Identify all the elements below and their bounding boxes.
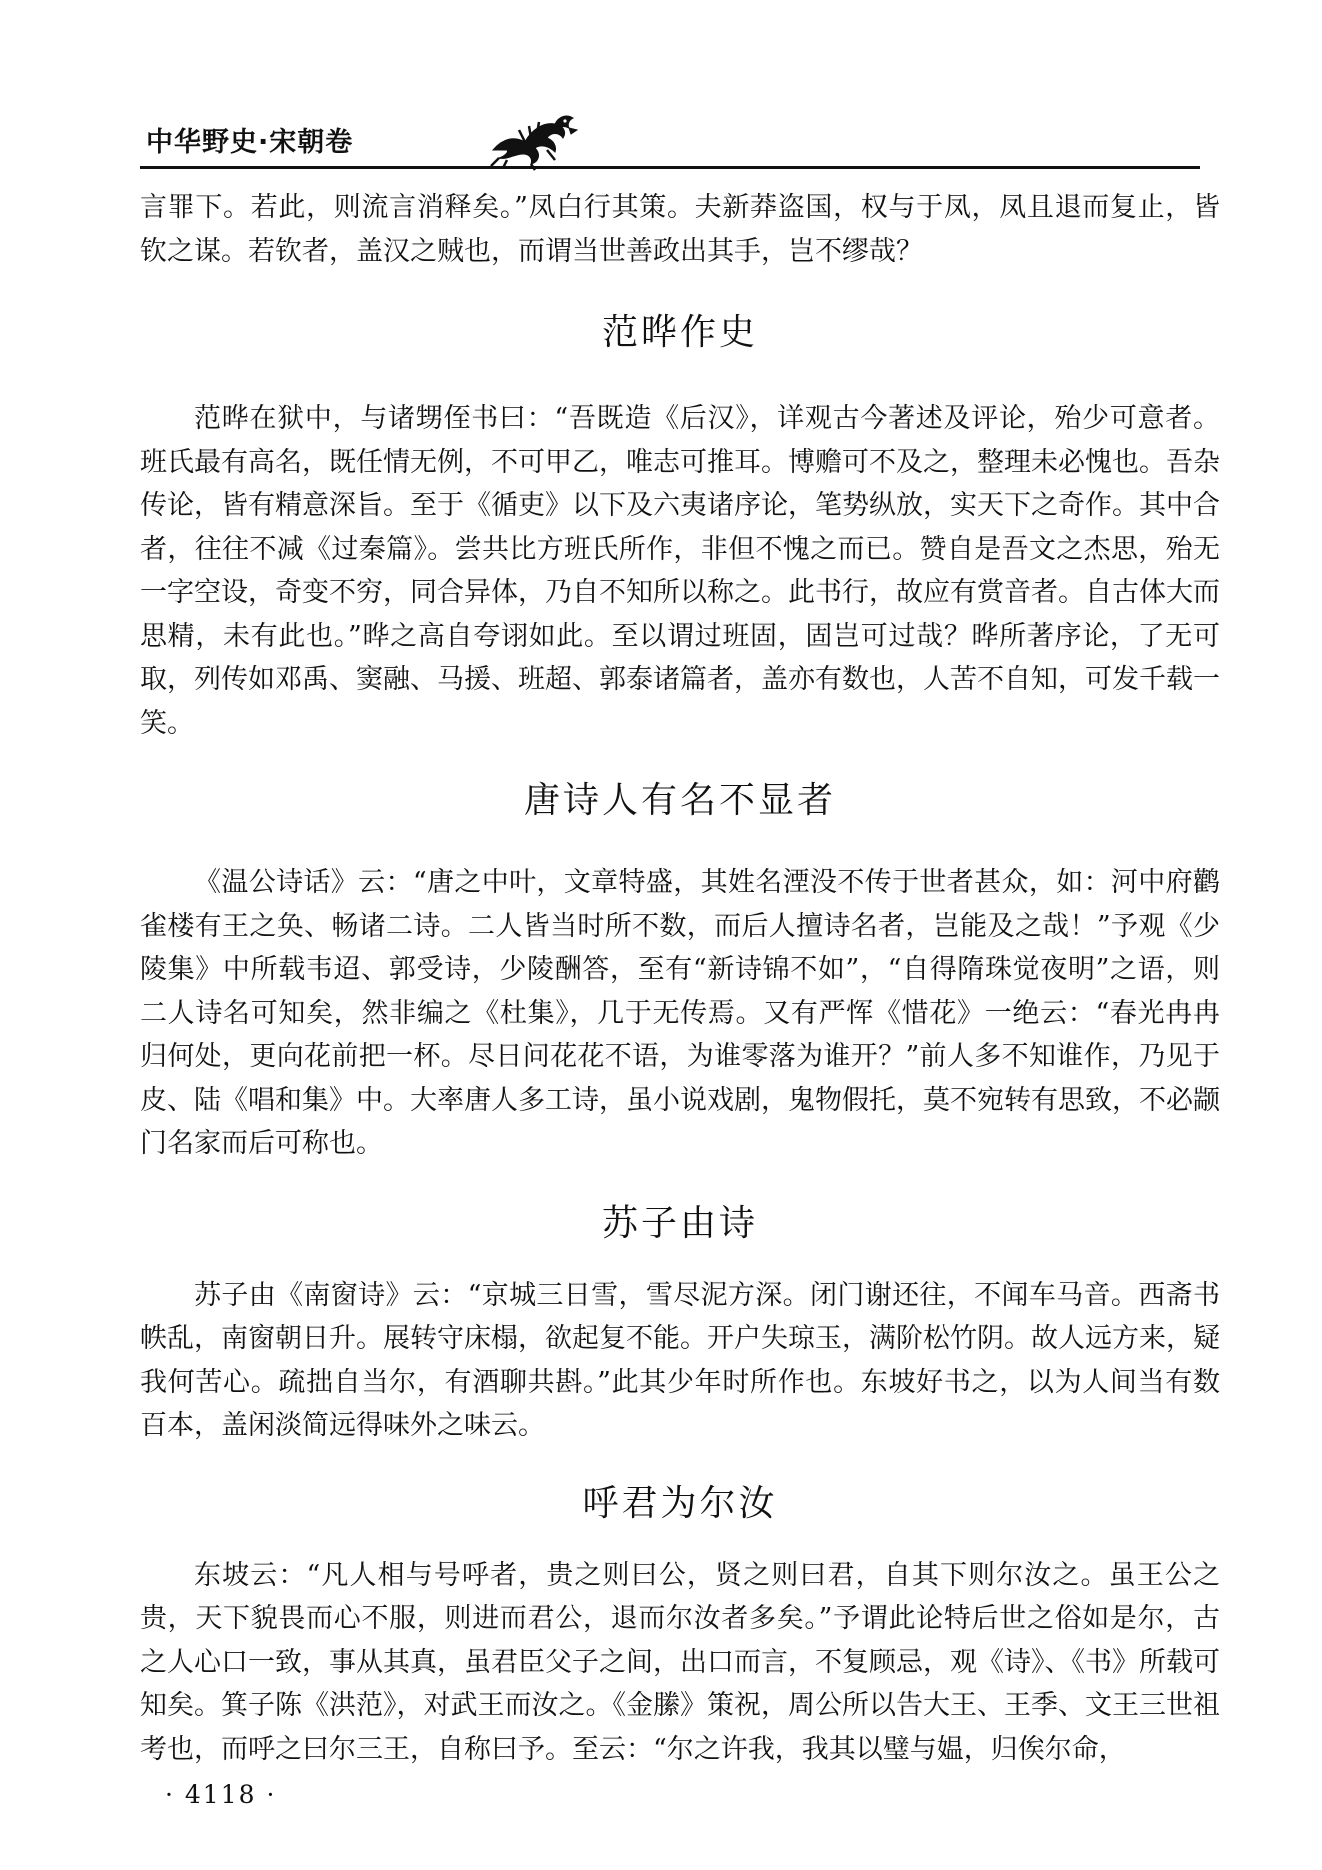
dragon-emblem-icon bbox=[485, 110, 585, 172]
section-body: 东坡云：“凡人相与号呼者，贵之则曰公，贤之则曰君，自其下则尔汝之。虽王公之贵，天下貌畏而心不服，则进而君公，退而尔汝者多矣。”予谓此论特后世之俗如是尔，古之人心口一致，事从其真，虽君臣父子之间，出口而言，不复顾忌，观《诗》、《书》所载可知矣。箕子陈《洪范》，对武王而汝之。《金縢》策祝，周公所以告大王、王季、文王三世祖考也，而呼之曰尔三王，自称曰予。至云：“尔之许我，我其以璧与媪，归俟尔命， bbox=[140, 1559, 1220, 1765]
section-body: 范晔在狱中，与诸甥侄书曰：“吾既造《后汉》，详观古今著述及评论，殆少可意者。班氏最有高名，既任情无例，不可甲乙，唯志可推耳。博赡可不及之，整理未必愧也。吾杂传论，皆有精意深旨。至于《循吏》以下及六夷诸序论，笔势纵放，实天下之奇作。其中合者，往往不减《过秦篇》。尝共比方班氏所作，非但不愧之而已。赞自是吾文之杰思，殆无一字空设，奇变不穷，同合异体，乃自不知所以称之。此书行，故应有赏音者。自古体大而思精，未有此也。”晔之高自夸诩如此。至以谓过班固，固岂可过哉？晔所著序论，了无可取，列传如邓禹、窦融、马援、班超、郭泰诸篇者，盖亦有数也，人苦不自知，可发千载一笑。 bbox=[140, 403, 1220, 739]
intro-paragraph: 言罪下。若此，则流言消释矣。”凤白行其策。夫新莽盗国，权与于凤，凤且退而复止，皆钦之谋。若钦者，盖汉之贼也，而谓当世善政出其手，岂不缪哉？ bbox=[140, 192, 1220, 267]
section-fan-ye bbox=[140, 313, 1220, 745]
running-header bbox=[140, 110, 1200, 170]
book-title: 中华野史·宋朝卷 bbox=[146, 127, 354, 158]
section-tang-poets bbox=[140, 781, 1220, 1166]
section-title: 范晔作史 bbox=[601, 312, 758, 353]
section-er-ru bbox=[140, 1484, 1220, 1772]
section-su-ziyou bbox=[140, 1204, 1220, 1448]
page-body bbox=[140, 186, 1220, 1771]
page-number: · 4118 · bbox=[165, 1780, 277, 1809]
header-divider bbox=[140, 166, 1200, 169]
section-body: 苏子由《南窗诗》云：“京城三日雪，雪尽泥方深。闭门谢还往，不闻车马音。西斋书帙乱，南窗朝日升。展转守床榻，欲起复不能。开户失琼玉，满阶松竹阴。故人远方来，疑我何苦心。疏拙自当尔，有酒聊共斟。”此其少年时所作也。东坡好书之，以为人间当有数百本，盖闲淡简远得味外之味云。 bbox=[140, 1279, 1220, 1441]
section-title: 唐诗人有名不显者 bbox=[523, 780, 836, 821]
section-title: 苏子由诗 bbox=[601, 1202, 758, 1244]
section-body: 《温公诗话》云：“唐之中叶，文章特盛，其姓名湮没不传于世者甚众，如：河中府鹳雀楼有王之奂、畅诸二诗。二人皆当时所不数，而后人擅诗名者，岂能及之哉！”予观《少陵集》中所载韦迢、郭受诗，少陵酬答，至有“新诗锦不如”，“自得隋珠觉夜明”之语，则二人诗名可知矣，然非编之《杜集》，几于无传焉。又有严恽《惜花》一绝云：“春光冉冉归何处，更向花前把一杯。尽日问花花不语，为谁零落为谁开？”前人多不知谁作，乃见于皮、陆《唱和集》中。大率唐人多工诗，虽小说戏剧，鬼物假托，莫不宛转有思致，不必颛门名家而后可称也。 bbox=[140, 867, 1220, 1159]
section-title: 呼君为尔汝 bbox=[582, 1482, 778, 1524]
